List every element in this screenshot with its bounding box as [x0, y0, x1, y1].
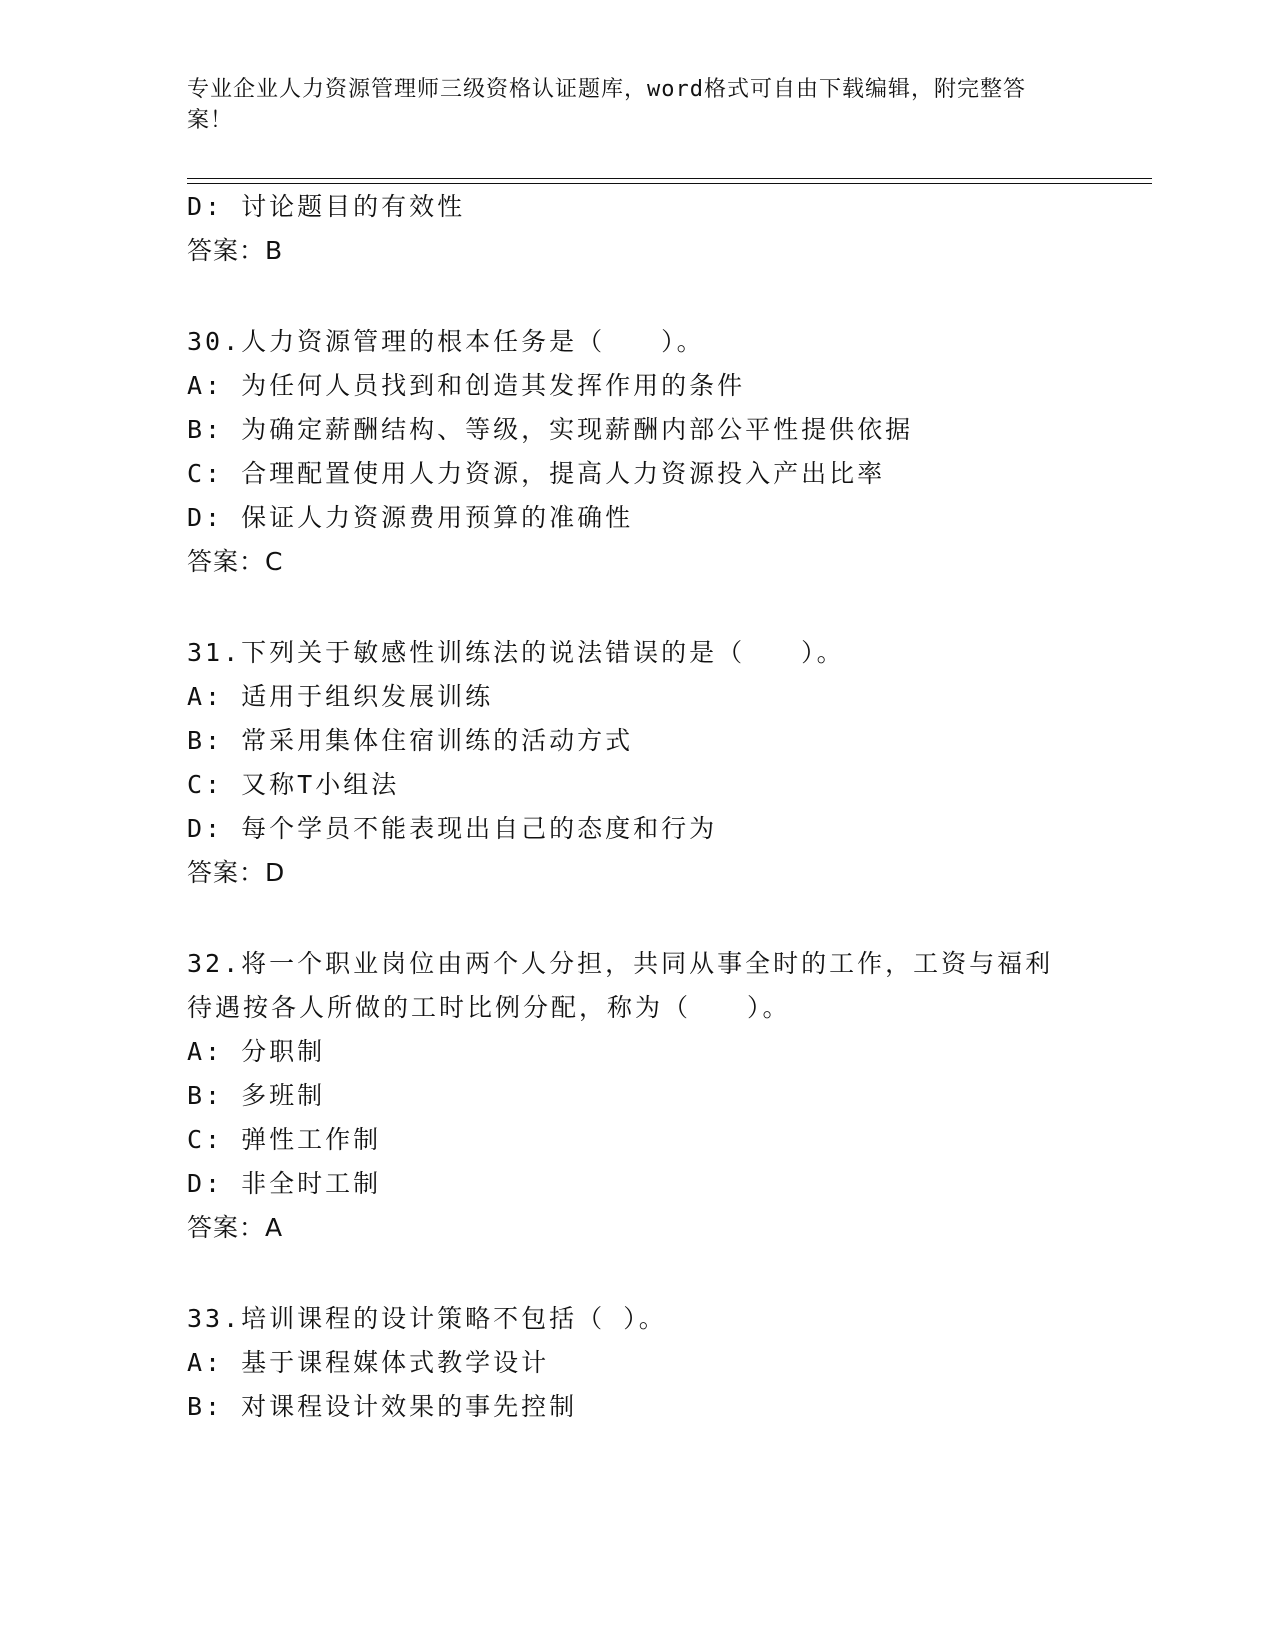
question-31-answer: 答案：D: [187, 858, 286, 887]
question-31-option-b: B: 常采用集体住宿训练的活动方式: [187, 726, 634, 755]
question-31-option-c: C: 又称T小组法: [187, 770, 400, 799]
question-33-option-b: B: 对课程设计效果的事先控制: [187, 1392, 578, 1421]
header-rule-top: [187, 178, 1152, 179]
question-33-stem: 33.培训课程的设计策略不包括（ ）。: [187, 1304, 667, 1333]
question-31-stem: 31.下列关于敏感性训练法的说法错误的是（ ）。: [187, 638, 845, 667]
question-32-stem-line-1: 32.将一个职业岗位由两个人分担，共同从事全时的工作，工资与福利: [187, 949, 1054, 978]
header-rule-bottom: [187, 183, 1152, 184]
question-31-option-a: A: 适用于组织发展训练: [187, 682, 494, 711]
question-32-option-a: A: 分职制: [187, 1037, 326, 1066]
question-30-stem: 30.人力资源管理的根本任务是（ ）。: [187, 327, 705, 356]
question-30-option-d: D: 保证人力资源费用预算的准确性: [187, 503, 634, 532]
question-32-answer: 答案：A: [187, 1213, 284, 1242]
prev-question-option-d: D: 讨论题目的有效性: [187, 192, 466, 221]
question-32-option-c: C: 弹性工作制: [187, 1125, 382, 1154]
document-header: 专业企业人力资源管理师三级资格认证题库，word格式可自由下载编辑，附完整答案！: [187, 77, 1026, 133]
question-32-option-d: D: 非全时工制: [187, 1169, 382, 1198]
question-30-option-a: A: 为任何人员找到和创造其发挥作用的条件: [187, 371, 746, 400]
question-30-option-c: C: 合理配置使用人力资源，提高人力资源投入产出比率: [187, 459, 886, 488]
prev-question-answer: 答案：B: [187, 236, 284, 265]
question-32-stem-line-2: 待遇按各人所做的工时比例分配，称为（ ）。: [187, 993, 791, 1022]
question-31-option-d: D: 每个学员不能表现出自己的态度和行为: [187, 814, 718, 843]
question-32-option-b: B: 多班制: [187, 1081, 326, 1110]
question-30-answer: 答案：C: [187, 547, 284, 576]
question-33-option-a: A: 基于课程媒体式教学设计: [187, 1348, 550, 1377]
question-30-option-b: B: 为确定薪酬结构、等级，实现薪酬内部公平性提供依据: [187, 415, 914, 444]
